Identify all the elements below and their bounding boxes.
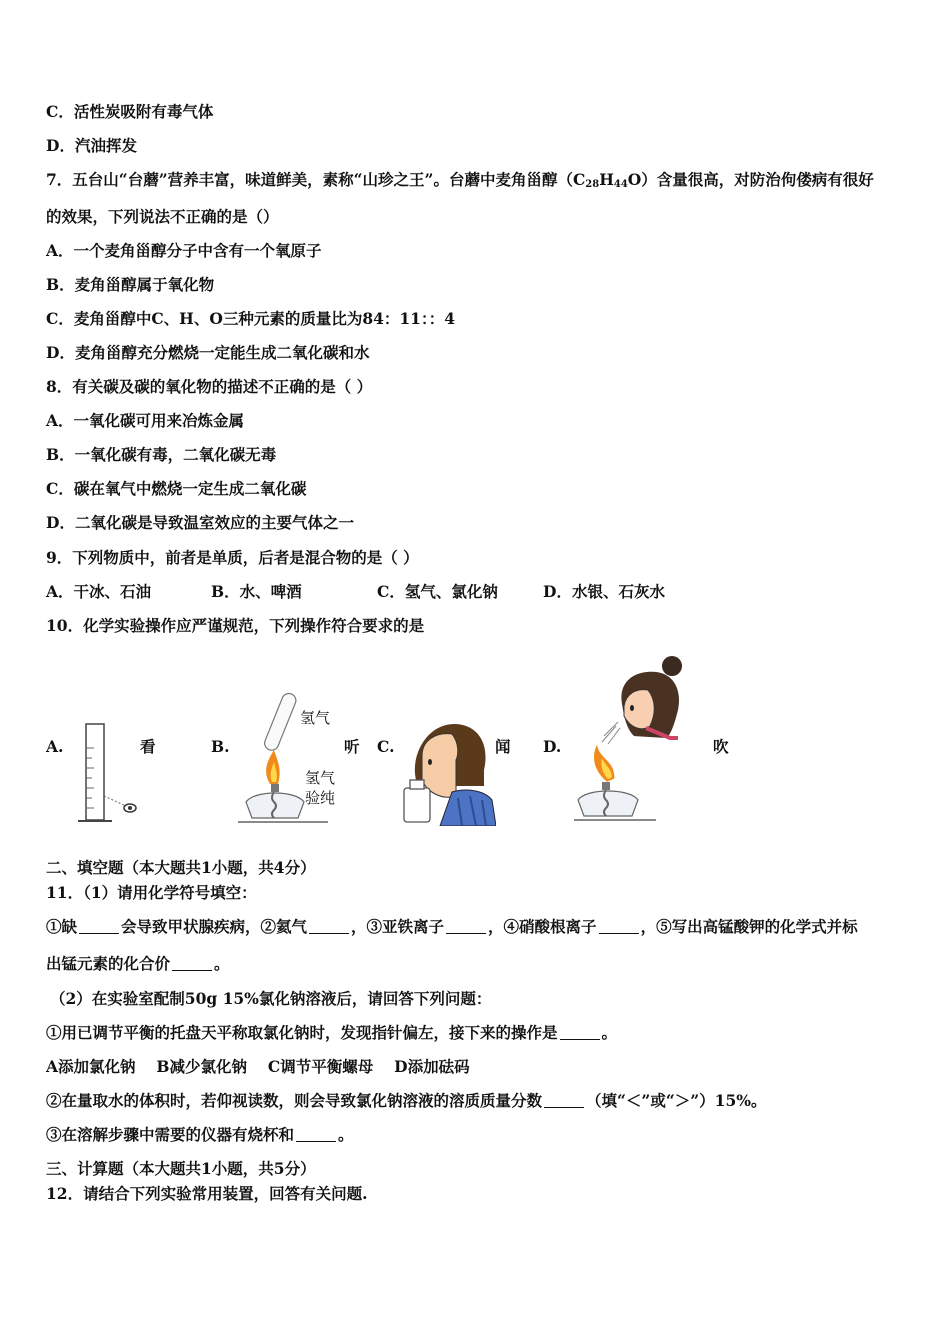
graduated-cylinder-figure bbox=[66, 718, 146, 828]
q9-option-a: A．干冰、石油 bbox=[46, 582, 152, 601]
answer-blank[interactable] bbox=[560, 1025, 600, 1040]
q11-part1-line2 bbox=[46, 954, 230, 974]
q11-text-e: ，⑤写出高锰酸钾的化学式并标 bbox=[640, 917, 858, 936]
smelling-gas-figure bbox=[400, 714, 496, 826]
hydrogen-test-label-2: 验纯 bbox=[305, 789, 336, 807]
q7-option-b: B．麦角甾醇属于氧化物 bbox=[46, 275, 215, 294]
q8-option-a: A．一氧化碳可用来冶炼金属 bbox=[46, 411, 245, 430]
q11-part2-options: A添加氯化钠 B减少氯化钠 C调节平衡螺母 D添加砝码 bbox=[46, 1057, 470, 1076]
q11-text-a: ①缺 bbox=[46, 917, 78, 936]
answer-blank[interactable] bbox=[296, 1127, 336, 1142]
q6-option-d: D．汽油挥发 bbox=[46, 136, 137, 155]
answer-blank[interactable] bbox=[544, 1093, 584, 1108]
q10-option-d-caption: 吹 bbox=[713, 737, 729, 756]
q11-part2-item2 bbox=[46, 1091, 766, 1111]
q10-option-a-label: A. bbox=[46, 737, 64, 756]
q9-option-d: D．水银、石灰水 bbox=[543, 582, 665, 601]
q11-part1-line1 bbox=[46, 917, 858, 937]
blowing-out-lamp-figure bbox=[574, 652, 694, 824]
q11-text-f: 出锰元素的化合价 bbox=[46, 954, 171, 973]
answer-blank[interactable] bbox=[446, 919, 486, 934]
q11-text-d: ，④硝酸根离子 bbox=[488, 917, 597, 936]
q11-text-c: ，③亚铁离子 bbox=[351, 917, 445, 936]
section-3-heading: 三、计算题（本大题共1小题，共5分） bbox=[46, 1159, 316, 1178]
answer-blank[interactable] bbox=[309, 919, 349, 934]
q7-subscript-h: 44 bbox=[613, 179, 628, 190]
q10-option-c-caption: 闻 bbox=[495, 737, 511, 756]
q11-part2-item3 bbox=[46, 1125, 354, 1145]
q9-option-b: B．水、啤酒 bbox=[211, 582, 302, 601]
q9-stem: 9．下列物质中，前者是单质，后者是混合物的是（ ） bbox=[46, 548, 419, 567]
hair-bun-icon bbox=[662, 656, 682, 676]
q7-stem-line2: 的效果，下列说法不正确的是（） bbox=[46, 207, 279, 226]
q7-stem-text-end: O）含量很高，对防治佝偻病有很好 bbox=[627, 170, 874, 189]
q8-stem: 8．有关碳及碳的氧化物的描述不正确的是（ ） bbox=[46, 377, 373, 396]
q7-stem-text: 7．五台山“台蘑”营养丰富，味道鲜美，素称“山珍之王”。台蘑中麦角甾醇（C bbox=[46, 170, 586, 189]
q10-option-b-label: B. bbox=[211, 737, 230, 756]
q11p2-text-c: ②在量取水的体积时，若仰视读数，则会导致氯化钠溶液的溶质质量分数 bbox=[46, 1091, 543, 1110]
q11-part2-item1 bbox=[46, 1023, 617, 1043]
q7-stem-line1 bbox=[46, 170, 874, 195]
q8-option-d: D．二氧化碳是导致温室效应的主要气体之一 bbox=[46, 513, 354, 532]
q11p2-text-b: 。 bbox=[601, 1023, 618, 1042]
q6-option-c: C．活性炭吸附有毒气体 bbox=[46, 102, 214, 121]
q10-option-a-caption: 看 bbox=[140, 737, 156, 756]
q7-option-d: D．麦角甾醇充分燃烧一定能生成二氧化碳和水 bbox=[46, 343, 370, 362]
q7-option-c: C．麦角甾醇中C、H、O三种元素的质量比为84：11：：4 bbox=[46, 309, 455, 328]
q11p2-text-a: ①用已调节平衡的托盘天平称取氯化钠时，发现指针偏左，接下来的操作是 bbox=[46, 1023, 558, 1042]
q7-option-a: A．一个麦角甾醇分子中含有一个氧原子 bbox=[46, 241, 322, 260]
q11-stem: 11．（1）请用化学符号填空： bbox=[46, 883, 257, 902]
hydrogen-test-label-1: 氢气 bbox=[305, 769, 336, 787]
q12-stem: 12．请结合下列实验常用装置，回答有关问题. bbox=[46, 1184, 368, 1203]
q10-stem: 10．化学实验操作应严谨规范，下列操作符合要求的是 bbox=[46, 616, 425, 635]
answer-blank[interactable] bbox=[599, 919, 639, 934]
q9-option-c: C．氢气、氯化钠 bbox=[377, 582, 498, 601]
q11p2-text-d: （填“＜”或“＞”）15%。 bbox=[586, 1091, 767, 1110]
answer-blank[interactable] bbox=[172, 956, 212, 971]
q11-part2-stem: （2）在实验室配制50g 15%氯化钠溶液后，请回答下列问题： bbox=[50, 989, 492, 1008]
hydrogen-label: 氢气 bbox=[300, 709, 331, 727]
q10-option-b-caption: 听 bbox=[344, 737, 360, 756]
q11p2-text-f: 。 bbox=[338, 1125, 354, 1144]
test-tube-icon bbox=[263, 691, 298, 752]
q10-option-d-label: D. bbox=[543, 737, 562, 756]
q7-subscript-c: 28 bbox=[585, 179, 600, 190]
q11p2-text-e: ③在溶解步骤中需要的仪器有烧杯和 bbox=[46, 1125, 295, 1144]
girl-face-icon bbox=[624, 690, 654, 729]
q8-option-b: B．一氧化碳有毒，二氧化碳无毒 bbox=[46, 445, 277, 464]
q11-text-g: 。 bbox=[214, 954, 230, 973]
q11-text-b: 会导致甲状腺疾病，②氦气 bbox=[121, 917, 308, 936]
reagent-bottle-icon bbox=[404, 788, 430, 822]
q7-formula-h: H bbox=[599, 170, 614, 189]
q10-option-c-label: C. bbox=[377, 737, 395, 756]
q8-option-c: C．碳在氧气中燃烧一定生成二氧化碳 bbox=[46, 479, 307, 498]
section-2-heading: 二、填空题（本大题共1小题，共4分） bbox=[46, 858, 316, 877]
answer-blank[interactable] bbox=[79, 919, 119, 934]
